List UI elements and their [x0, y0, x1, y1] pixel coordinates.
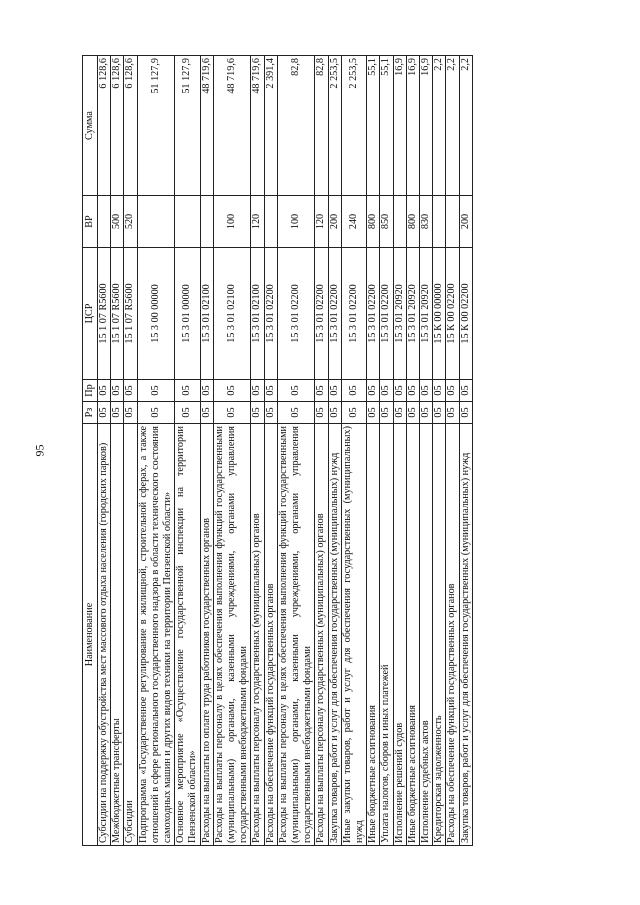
cell-rz: 05: [446, 402, 459, 424]
cell-csr: 15 3 01 02200: [264, 248, 277, 380]
cell-name: Расходы на выплаты персоналу государственных (муниципальных) органов: [251, 424, 264, 846]
cell-pr: 05: [98, 380, 111, 402]
cell-vr: 800: [406, 196, 419, 248]
cell-pr: 05: [111, 380, 124, 402]
cell-vr: [393, 196, 406, 248]
cell-name: Расходы на выплаты персоналу государственных (муниципальных) органов: [315, 424, 328, 846]
cell-name: Субсидии: [124, 424, 137, 846]
cell-sum: 51 127,9: [175, 56, 200, 196]
cell-name: Иные бюджетные ассигнования: [406, 424, 419, 846]
cell-csr: 15 3 00 00000: [137, 248, 175, 380]
cell-pr: 05: [175, 380, 200, 402]
cell-vr: [446, 196, 459, 248]
cell-pr: 05: [213, 380, 251, 402]
cell-name: Иные закупки товаров, работ и услуг для обеспечения государственных (муниципальных) нужд: [341, 424, 366, 846]
table-row: [446, 56, 459, 846]
table-row: [420, 56, 433, 846]
cell-pr: 05: [433, 380, 446, 402]
cell-rz: 05: [200, 402, 213, 424]
cell-csr: 15 1 07 R5600: [124, 248, 137, 380]
cell-name: Иные бюджетные ассигнования: [367, 424, 380, 846]
column-header-sum: Сумма: [83, 56, 98, 196]
cell-name: Закупка товаров, работ и услуг для обеспечения государственных (муниципальных) нужд: [328, 424, 341, 846]
cell-sum: 82,8: [277, 56, 315, 196]
cell-name: Межбюджетные трансферты: [111, 424, 124, 846]
table-row: [367, 56, 380, 846]
cell-rz: 05: [251, 402, 264, 424]
cell-rz: 05: [277, 402, 315, 424]
cell-csr: 15 3 01 02100: [213, 248, 251, 380]
column-header-csr: ЦСР: [83, 248, 98, 380]
cell-name: Расходы на выплаты персоналу в целях обеспечения выполнения функций государственными (муниципальными) органами, казенными учреждениями, органами управления государственными внебюджетными фондами: [277, 424, 315, 846]
cell-pr: 05: [406, 380, 419, 402]
cell-rz: 05: [98, 402, 111, 424]
table-row: [433, 56, 446, 846]
cell-csr: 15 3 01 02200: [315, 248, 328, 380]
cell-pr: 05: [264, 380, 277, 402]
cell-rz: 05: [328, 402, 341, 424]
cell-csr: 15 3 01 02100: [200, 248, 213, 380]
cell-pr: 05: [367, 380, 380, 402]
table-row: [315, 56, 328, 846]
cell-csr: 15 1 07 R5600: [111, 248, 124, 380]
cell-csr: 15 3 01 02200: [380, 248, 393, 380]
cell-sum: 55,1: [367, 56, 380, 196]
table-row: [264, 56, 277, 846]
table-row: [380, 56, 393, 846]
cell-csr: 15 3 01 20920: [406, 248, 419, 380]
cell-sum: 16,9: [406, 56, 419, 196]
cell-pr: 05: [277, 380, 315, 402]
cell-vr: 850: [380, 196, 393, 248]
cell-vr: 100: [213, 196, 251, 248]
cell-csr: 15 3 01 00000: [175, 248, 200, 380]
page-number: 95: [32, 444, 47, 457]
cell-sum: 48 719,6: [200, 56, 213, 196]
cell-rz: 05: [341, 402, 366, 424]
cell-sum: 6 128,6: [98, 56, 111, 196]
cell-sum: 2 253,5: [328, 56, 341, 196]
cell-vr: [98, 196, 111, 248]
table-row: [111, 56, 124, 846]
cell-rz: 05: [406, 402, 419, 424]
cell-csr: 15 3 01 02200: [367, 248, 380, 380]
table-row: [200, 56, 213, 846]
table-row: [341, 56, 366, 846]
cell-sum: 48 719,6: [251, 56, 264, 196]
cell-rz: 05: [175, 402, 200, 424]
cell-pr: 05: [137, 380, 175, 402]
cell-pr: 05: [124, 380, 137, 402]
table-row: [459, 56, 472, 846]
cell-pr: 05: [393, 380, 406, 402]
cell-pr: 05: [459, 380, 472, 402]
cell-vr: 500: [111, 196, 124, 248]
cell-vr: 800: [367, 196, 380, 248]
cell-rz: 05: [459, 402, 472, 424]
cell-pr: 05: [328, 380, 341, 402]
cell-name: Исполнение решений судов: [393, 424, 406, 846]
rotated-table-container: [82, 56, 574, 846]
cell-name: Расходы на выплаты по оплате труда работников государственных органов: [200, 424, 213, 846]
cell-vr: [433, 196, 446, 248]
table-row: [124, 56, 137, 846]
cell-sum: 6 128,6: [111, 56, 124, 196]
table-row: [137, 56, 175, 846]
cell-csr: 15 3 01 02200: [328, 248, 341, 380]
cell-rz: 05: [213, 402, 251, 424]
cell-sum: 48 719,6: [213, 56, 251, 196]
cell-vr: [264, 196, 277, 248]
cell-vr: [137, 196, 175, 248]
cell-name: Исполнение судебных актов: [420, 424, 433, 846]
cell-pr: 05: [380, 380, 393, 402]
cell-name: Расходы на выплаты персоналу в целях обеспечения выполнения функций государственными (муниципальными) органами, казенными учреждениями, органами управления государственными внебюджетными фондами: [213, 424, 251, 846]
cell-vr: 100: [277, 196, 315, 248]
cell-csr: 15 3 01 02200: [341, 248, 366, 380]
table-row: [213, 56, 251, 846]
cell-sum: 2,2: [459, 56, 472, 196]
cell-name: Расходы на обеспечение функций государственных органов: [446, 424, 459, 846]
cell-rz: 05: [420, 402, 433, 424]
cell-name: Расходы на обеспечение функций государственных органов: [264, 424, 277, 846]
cell-sum: 55,1: [380, 56, 393, 196]
cell-rz: 05: [367, 402, 380, 424]
cell-sum: 82,8: [315, 56, 328, 196]
column-header-vr: ВР: [83, 196, 98, 248]
cell-rz: 05: [433, 402, 446, 424]
cell-vr: 200: [459, 196, 472, 248]
column-header-name: Наименование: [83, 424, 98, 846]
cell-vr: 200: [328, 196, 341, 248]
cell-pr: 05: [200, 380, 213, 402]
cell-name: Закупка товаров, работ и услуг для обеспечения государственных (муниципальных) нужд: [459, 424, 472, 846]
cell-sum: 6 128,6: [124, 56, 137, 196]
cell-pr: 05: [420, 380, 433, 402]
cell-sum: 2,2: [433, 56, 446, 196]
cell-vr: 830: [420, 196, 433, 248]
cell-vr: [200, 196, 213, 248]
table-row: [277, 56, 315, 846]
cell-rz: 05: [137, 402, 175, 424]
cell-pr: 05: [251, 380, 264, 402]
cell-name: Основное мероприятие «Осуществление государственной инспекции на территории Пензенской области»: [175, 424, 200, 846]
cell-pr: 05: [446, 380, 459, 402]
cell-rz: 05: [264, 402, 277, 424]
cell-csr: 15 3 01 02100: [251, 248, 264, 380]
cell-vr: 120: [315, 196, 328, 248]
cell-sum: 16,9: [420, 56, 433, 196]
cell-name: Подпрограмма «Государственное регулирование в жилищной, строительной сферах, а также отношений в сфере регионального государственного надзора в области технического состояния самоходных машин и других видов техники на территории Пензенской области»: [137, 424, 175, 846]
cell-rz: 05: [315, 402, 328, 424]
cell-pr: 05: [341, 380, 366, 402]
table-row: [98, 56, 111, 846]
cell-sum: 51 127,9: [137, 56, 175, 196]
cell-vr: 240: [341, 196, 366, 248]
cell-sum: 2 391,4: [264, 56, 277, 196]
table-row: [406, 56, 419, 846]
cell-vr: 520: [124, 196, 137, 248]
table-row: [328, 56, 341, 846]
cell-rz: 05: [111, 402, 124, 424]
cell-rz: 05: [393, 402, 406, 424]
cell-csr: 15 К 00 00000: [433, 248, 446, 380]
cell-name: Уплата налогов, сборов и иных платежей: [380, 424, 393, 846]
cell-vr: [175, 196, 200, 248]
column-header-pr: Пр: [83, 380, 98, 402]
cell-name: Субсидии на поддержку обустройства мест массового отдыха населения (городских парков): [98, 424, 111, 846]
cell-csr: 15 3 01 20920: [420, 248, 433, 380]
budget-table: [82, 55, 473, 846]
cell-csr: 15 К 00 02200: [459, 248, 472, 380]
table-row: [175, 56, 200, 846]
cell-name: Кредиторская задолженность: [433, 424, 446, 846]
cell-csr: 15 1 07 R5600: [98, 248, 111, 380]
cell-vr: 120: [251, 196, 264, 248]
column-header-rz: Рз: [83, 402, 98, 424]
cell-pr: 05: [315, 380, 328, 402]
table-row: [251, 56, 264, 846]
table-header-row: [83, 56, 98, 846]
cell-rz: 05: [380, 402, 393, 424]
cell-sum: 2,2: [446, 56, 459, 196]
cell-sum: 2 253,5: [341, 56, 366, 196]
cell-csr: 15 3 01 02200: [277, 248, 315, 380]
table-row: [393, 56, 406, 846]
cell-csr: 15 К 00 02200: [446, 248, 459, 380]
cell-rz: 05: [124, 402, 137, 424]
cell-sum: 16,9: [393, 56, 406, 196]
cell-csr: 15 3 01 20920: [393, 248, 406, 380]
